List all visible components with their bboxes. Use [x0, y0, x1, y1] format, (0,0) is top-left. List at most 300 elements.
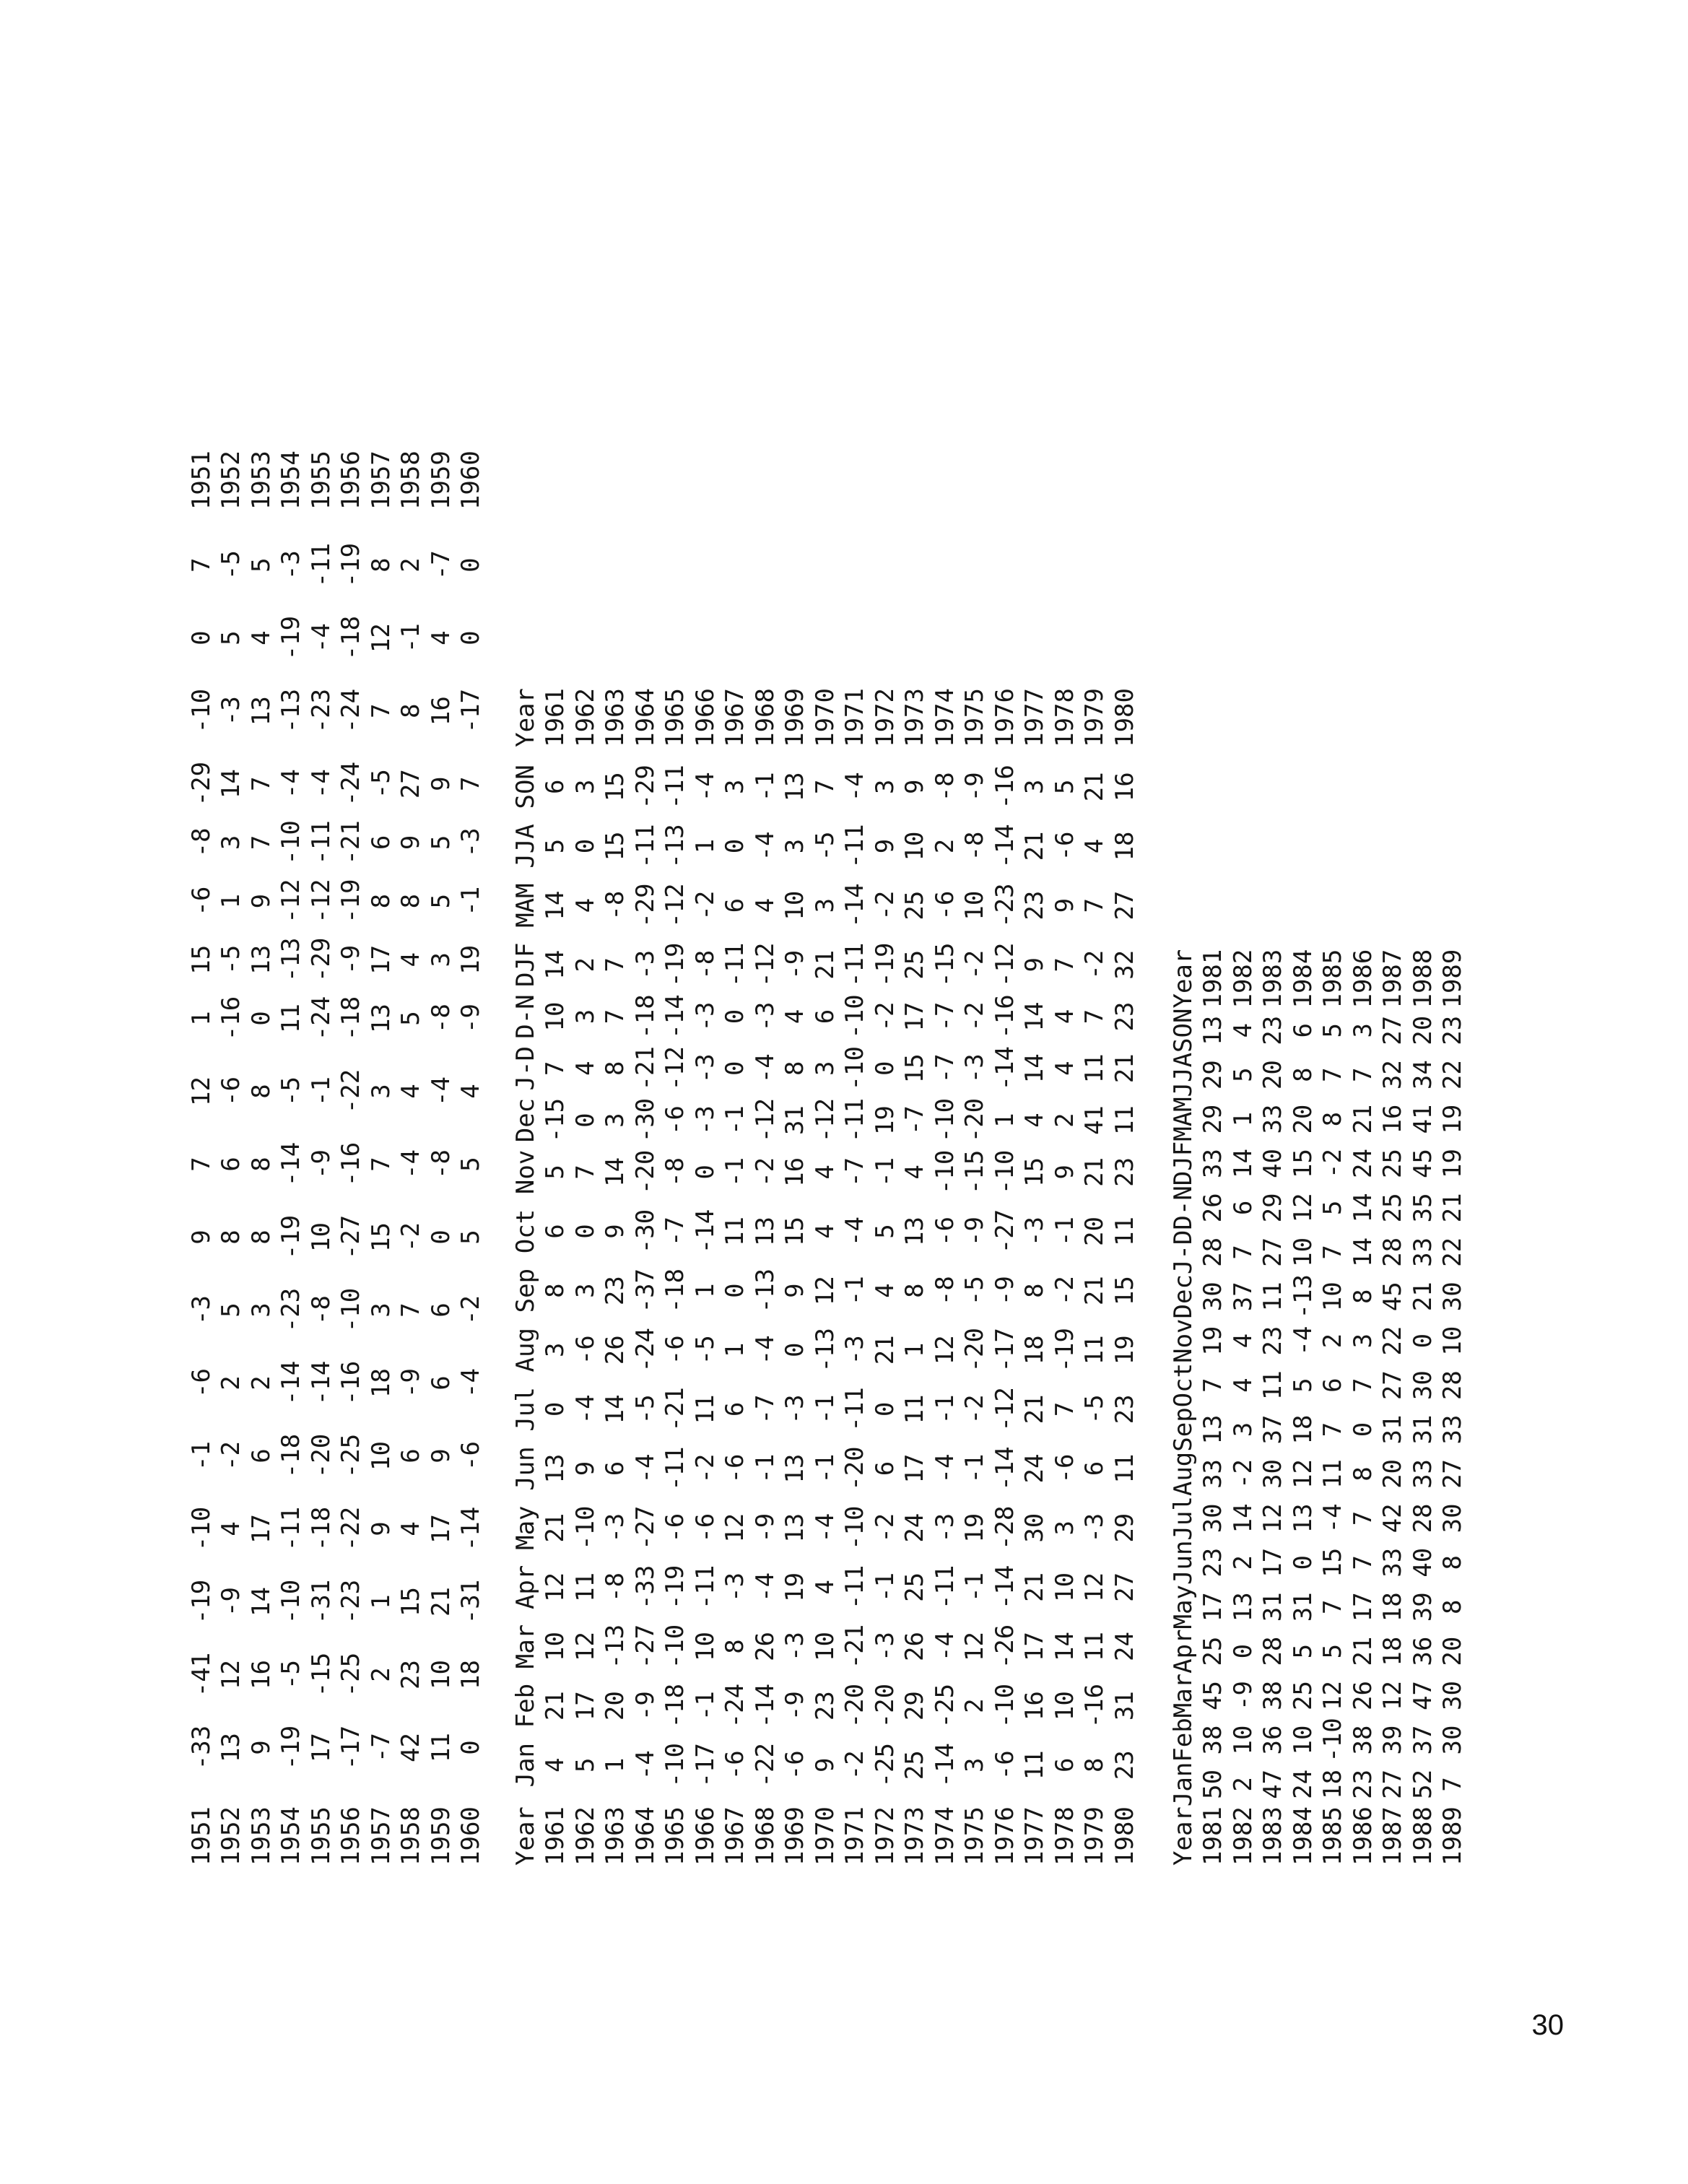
value-cell: -13: [277, 688, 306, 734]
value-cell: -19: [661, 1565, 690, 1610]
value-cell: 10: [541, 1001, 570, 1032]
value-cell: 11: [1110, 1105, 1139, 1136]
table-row: [840, 688, 871, 1866]
year-cell: 1957: [366, 451, 396, 510]
value-cell: 9: [1050, 1165, 1079, 1180]
table-row: [1198, 949, 1229, 1866]
value-cell: 7: [1080, 897, 1110, 913]
value-cell: -10: [186, 688, 216, 734]
year-cell: 1975: [960, 688, 990, 747]
value-cell: -10: [990, 1149, 1019, 1195]
value-cell: 5: [541, 1165, 570, 1180]
value-cell: 3: [810, 897, 840, 913]
value-cell: 11: [1110, 1217, 1139, 1246]
year-cell: 1961: [541, 688, 570, 747]
year-cell: 1970: [810, 1806, 840, 1866]
value-cell: 8: [396, 703, 426, 718]
value-cell: 7: [601, 957, 630, 973]
value-cell: -30: [630, 1097, 660, 1143]
value-cell: 3: [570, 779, 600, 795]
year-cell: 1953: [246, 1806, 276, 1866]
value-cell: -1: [810, 1453, 840, 1484]
value-cell: 7: [246, 835, 276, 850]
value-cell: 3: [366, 1302, 396, 1318]
value-cell: 12: [1258, 1503, 1288, 1533]
value-cell: 21: [1348, 1636, 1378, 1666]
value-cell: 11: [1080, 1632, 1110, 1661]
value-cell: 9: [570, 1461, 600, 1476]
column-header: Jun: [510, 1446, 540, 1491]
value-cell: 13: [541, 1453, 570, 1484]
value-cell: -3: [870, 1632, 900, 1661]
value-cell: 0: [186, 630, 216, 645]
value-cell: 13: [780, 1453, 810, 1484]
value-cell: 5: [396, 1011, 426, 1026]
value-cell: 13: [217, 1733, 246, 1762]
value-cell: 26: [1348, 1681, 1378, 1711]
value-cell: -10: [661, 1743, 690, 1788]
value-cell: 31: [1378, 1414, 1408, 1445]
value-cell: 18: [1288, 1414, 1318, 1445]
value-cell: -16: [990, 994, 1019, 1039]
value-cell: 0: [426, 1230, 456, 1245]
value-cell: 8: [217, 1230, 246, 1245]
value-cell: 25: [1288, 1681, 1318, 1711]
column-header: Mar: [510, 1624, 540, 1669]
value-cell: 10: [1228, 1725, 1258, 1755]
table-row: [456, 451, 487, 1866]
value-cell: 9: [601, 1224, 630, 1239]
value-cell: 7: [186, 1157, 216, 1172]
value-cell: 16: [780, 1157, 810, 1187]
value-cell: -16: [217, 996, 246, 1041]
value-cell: -3: [217, 696, 246, 726]
value-cell: -10: [1318, 1718, 1348, 1762]
value-cell: 3: [570, 1009, 600, 1024]
value-cell: 17: [1258, 1547, 1288, 1578]
value-cell: 10: [780, 890, 810, 921]
value-cell: 6: [541, 1224, 570, 1239]
value-cell: -2: [960, 949, 990, 980]
value-cell: -2: [217, 1441, 246, 1471]
value-cell: -22: [750, 1743, 780, 1788]
value-cell: -5: [217, 944, 246, 975]
value-cell: 33: [1408, 1237, 1437, 1267]
value-cell: -6: [721, 1453, 750, 1484]
value-cell: 45: [1378, 1282, 1408, 1312]
value-cell: -2: [840, 1750, 870, 1780]
value-cell: 2: [366, 1667, 396, 1682]
column-header: Apr: [1168, 1629, 1198, 1674]
value-cell: 23: [1198, 1547, 1228, 1578]
value-cell: 8: [1438, 1555, 1468, 1570]
value-cell: 11: [570, 1572, 600, 1602]
value-cell: 4: [750, 897, 780, 913]
value-cell: -9: [780, 949, 810, 980]
value-cell: 0: [870, 1401, 900, 1417]
value-cell: 8: [246, 1157, 276, 1172]
year-cell: 1966: [690, 688, 720, 747]
column-header: May: [510, 1505, 540, 1550]
value-cell: 14: [1348, 1237, 1378, 1267]
value-cell: 2: [960, 1698, 990, 1713]
value-cell: -8: [690, 949, 720, 980]
value-cell: -3: [780, 1394, 810, 1424]
value-cell: 31: [1288, 1592, 1318, 1622]
value-cell: -15: [930, 942, 960, 987]
value-cell: 30: [1408, 1370, 1437, 1401]
value-cell: 28: [1378, 1237, 1408, 1267]
value-cell: -4: [840, 1217, 870, 1246]
value-cell: 4: [810, 1165, 840, 1180]
value-cell: 21: [1080, 1157, 1110, 1187]
value-cell: 4: [870, 1283, 900, 1298]
year-cell: 1968: [750, 1806, 780, 1866]
value-cell: 25: [900, 1572, 930, 1602]
value-cell: 26: [601, 1335, 630, 1365]
table-row: [1318, 949, 1349, 1866]
year-cell: 1988: [1408, 1806, 1437, 1866]
value-cell: 47: [1408, 1681, 1437, 1711]
value-cell: 23: [810, 1691, 840, 1721]
value-cell: -3: [840, 1335, 870, 1365]
value-cell: -11: [630, 824, 660, 869]
value-cell: 8: [1080, 1757, 1110, 1772]
value-cell: -1: [810, 1394, 840, 1424]
year-cell: 1961: [541, 1806, 570, 1866]
value-cell: 10: [960, 890, 990, 921]
value-cell: 8: [1288, 1067, 1318, 1082]
value-cell: -14: [277, 1360, 306, 1406]
value-cell: 6: [1318, 1378, 1348, 1393]
value-cell: 1: [601, 1757, 630, 1772]
value-cell: 13: [1228, 1592, 1258, 1622]
value-cell: 6: [366, 835, 396, 850]
value-cell: -12: [277, 879, 306, 923]
value-cell: 7: [570, 1165, 600, 1180]
year-cell: 1978: [1050, 1806, 1079, 1866]
value-cell: -3: [1020, 1217, 1050, 1246]
table-row: [186, 451, 217, 1866]
year-cell: 1954: [277, 451, 306, 510]
value-cell: 6: [1288, 1022, 1318, 1038]
year-cell: 1987: [1378, 1806, 1408, 1866]
column-header: Jun: [1168, 1540, 1198, 1585]
year-cell: 1968: [750, 688, 780, 747]
value-cell: 9: [426, 776, 456, 791]
value-cell: -11: [840, 1565, 870, 1610]
value-cell: -20: [306, 1433, 336, 1479]
value-cell: 28: [1408, 1503, 1437, 1533]
value-cell: 13: [780, 772, 810, 802]
column-header: Year: [510, 688, 540, 747]
table-row: [990, 688, 1020, 1866]
value-cell: 45: [1198, 1681, 1228, 1711]
value-cell: 38: [1258, 1681, 1288, 1711]
value-cell: 12: [366, 623, 396, 653]
value-cell: -13: [750, 1268, 780, 1313]
value-cell: 13: [900, 1217, 930, 1246]
value-cell: 8: [366, 557, 396, 573]
value-cell: 16: [1378, 1104, 1408, 1134]
value-cell: -3: [721, 1572, 750, 1602]
value-cell: -21: [630, 1046, 660, 1091]
value-cell: -1: [456, 886, 486, 916]
value-cell: 3: [1228, 1422, 1258, 1437]
year-cell: 1987: [1378, 949, 1408, 1009]
data-table: [186, 451, 486, 1866]
value-cell: -11: [661, 1446, 690, 1491]
value-cell: -16: [336, 1360, 366, 1406]
value-cell: 38: [1348, 1725, 1378, 1755]
value-cell: 6: [1050, 1757, 1079, 1772]
value-cell: 3: [721, 779, 750, 795]
value-cell: 4: [426, 630, 456, 645]
table-row: [1438, 949, 1469, 1866]
value-cell: -5: [277, 1660, 306, 1689]
value-cell: -16: [990, 765, 1019, 809]
column-header: D-N: [510, 994, 540, 1039]
value-cell: 37: [1408, 1725, 1437, 1755]
value-cell: 21: [1348, 1104, 1378, 1134]
value-cell: 6: [601, 1461, 630, 1476]
table-row: [1408, 949, 1438, 1866]
column-header: Year: [1168, 949, 1198, 1009]
value-cell: 13: [246, 944, 276, 975]
value-cell: 8: [366, 893, 396, 909]
value-cell: -25: [336, 1433, 366, 1479]
value-cell: 21: [1408, 1282, 1437, 1312]
table-row: [1228, 949, 1258, 1866]
value-cell: -7: [366, 1733, 396, 1762]
value-cell: -7: [750, 1394, 780, 1424]
value-cell: 14: [601, 1394, 630, 1424]
value-cell: 5: [1318, 1200, 1348, 1216]
value-cell: 11: [1080, 1335, 1110, 1365]
value-cell: -11: [840, 1097, 870, 1143]
year-cell: 1972: [870, 1806, 900, 1866]
value-cell: -8: [960, 831, 990, 861]
value-cell: 30: [1438, 1282, 1468, 1312]
value-cell: -1: [721, 1105, 750, 1136]
year-cell: 1975: [960, 1806, 990, 1866]
value-cell: -3: [750, 1001, 780, 1032]
value-cell: 35: [1408, 1193, 1437, 1223]
value-cell: 4: [810, 1580, 840, 1595]
value-cell: 21: [541, 1513, 570, 1543]
value-cell: -11: [661, 765, 690, 809]
value-cell: 5: [1228, 1067, 1258, 1082]
value-cell: 23: [1110, 1750, 1139, 1780]
value-cell: -23: [306, 688, 336, 734]
year-cell: 1965: [661, 688, 690, 747]
value-cell: 11: [1258, 1282, 1288, 1312]
year-cell: 1977: [1020, 688, 1050, 747]
column-header: Year: [510, 1806, 540, 1866]
table-row: [246, 451, 277, 1866]
value-cell: -25: [870, 1743, 900, 1788]
value-cell: 0: [1288, 1555, 1318, 1570]
value-cell: 45: [1408, 1149, 1437, 1178]
column-header: Jan: [1168, 1762, 1198, 1807]
value-cell: 4: [570, 897, 600, 913]
value-cell: 23: [1438, 1015, 1468, 1045]
value-cell: -4: [396, 1149, 426, 1179]
year-cell: 1960: [456, 1806, 486, 1866]
value-cell: 19: [456, 944, 486, 975]
value-cell: -4: [930, 1632, 960, 1661]
value-cell: 2: [1318, 1333, 1348, 1349]
value-cell: -9: [396, 1368, 426, 1398]
value-cell: 2: [1228, 1777, 1258, 1792]
value-cell: -3: [456, 827, 486, 858]
column-header: Aug: [510, 1328, 540, 1372]
column-header: Feb: [1168, 1718, 1198, 1762]
value-cell: -21: [840, 1624, 870, 1669]
value-cell: -5: [366, 769, 396, 799]
value-cell: 4: [456, 1084, 486, 1099]
year-cell: 1958: [396, 451, 426, 510]
value-cell: 9: [1020, 957, 1050, 973]
value-cell: -21: [661, 1387, 690, 1432]
value-cell: 21: [541, 1691, 570, 1721]
value-cell: -24: [721, 1683, 750, 1728]
table-row: [541, 688, 571, 1866]
value-cell: 5: [1050, 779, 1079, 795]
value-cell: 16: [246, 1660, 276, 1689]
value-cell: -41: [186, 1652, 216, 1697]
value-cell: 19: [780, 1572, 810, 1602]
value-cell: 28: [1198, 1237, 1228, 1267]
value-cell: -3: [186, 1295, 216, 1325]
year-cell: 1980: [1110, 688, 1139, 747]
value-cell: 39: [1378, 1725, 1408, 1755]
table-row: [277, 451, 307, 1866]
value-cell: -23: [990, 883, 1019, 928]
value-cell: -13: [1288, 1274, 1318, 1319]
value-cell: 8: [246, 1084, 276, 1099]
header-row: [1168, 949, 1198, 1866]
year-cell: 1964: [630, 688, 660, 747]
value-cell: 25: [1378, 1149, 1408, 1178]
value-cell: -2: [690, 890, 720, 921]
value-cell: 12: [541, 1572, 570, 1602]
value-cell: 24: [900, 1513, 930, 1543]
value-cell: -3: [780, 1632, 810, 1661]
value-cell: 18: [1110, 831, 1139, 861]
value-cell: 9: [246, 1740, 276, 1755]
value-cell: 14: [541, 890, 570, 921]
value-cell: 23: [1258, 1326, 1288, 1356]
value-cell: -10: [277, 820, 306, 865]
value-cell: 28: [1438, 1370, 1468, 1401]
value-cell: 0: [721, 1283, 750, 1298]
value-cell: 0: [456, 1740, 486, 1755]
value-cell: -23: [336, 1579, 366, 1624]
value-cell: 5: [217, 630, 246, 645]
value-cell: 5: [1288, 1378, 1318, 1393]
value-cell: -8: [601, 890, 630, 921]
value-cell: 3: [426, 952, 456, 967]
value-cell: -24: [336, 688, 366, 734]
year-cell: 1960: [456, 451, 486, 510]
value-cell: 5: [1318, 1643, 1348, 1659]
table-row: [721, 688, 751, 1866]
value-cell: 2: [396, 557, 426, 573]
value-cell: -8: [186, 827, 216, 858]
value-cell: -19: [186, 1579, 216, 1624]
value-cell: 0: [1348, 1422, 1378, 1437]
value-cell: 1: [217, 893, 246, 909]
year-cell: 1959: [426, 1806, 456, 1866]
value-cell: -12: [306, 879, 336, 923]
value-cell: 8: [1020, 1283, 1050, 1298]
value-cell: 15: [1318, 1547, 1348, 1578]
column-header: J-D: [1168, 1230, 1198, 1275]
value-cell: -9: [336, 944, 366, 975]
value-cell: 14: [541, 949, 570, 980]
value-cell: 8: [1348, 1289, 1378, 1304]
value-cell: 0: [246, 1011, 276, 1026]
value-cell: -2: [1080, 949, 1110, 980]
value-cell: -2: [1050, 1276, 1079, 1306]
value-cell: 3: [1050, 1520, 1079, 1536]
value-cell: 39: [1408, 1592, 1437, 1622]
column-header: MAM: [510, 883, 540, 928]
value-cell: 13: [246, 696, 276, 726]
value-cell: 20: [1080, 1217, 1110, 1246]
value-cell: -19: [277, 1725, 306, 1770]
value-cell: 21: [870, 1335, 900, 1365]
value-cell: 32: [1378, 1060, 1408, 1090]
value-cell: -6: [690, 1513, 720, 1543]
value-cell: 22: [1438, 1237, 1468, 1267]
value-cell: 4: [1228, 1022, 1258, 1038]
table-row: [630, 688, 661, 1866]
value-cell: 4: [1228, 1333, 1258, 1349]
value-cell: -10: [570, 1505, 600, 1550]
value-cell: 21: [1020, 1572, 1050, 1602]
year-cell: 1984: [1288, 1806, 1318, 1866]
value-cell: 36: [1408, 1636, 1437, 1666]
value-cell: 11: [277, 1004, 306, 1033]
value-cell: 30: [1438, 1725, 1468, 1755]
value-cell: -14: [930, 1743, 960, 1788]
column-header: Dec: [1168, 1274, 1198, 1319]
value-cell: 4: [541, 1757, 570, 1772]
value-cell: 0: [570, 1113, 600, 1128]
value-cell: 23: [1258, 1015, 1288, 1045]
value-cell: 13: [1198, 1414, 1228, 1445]
year-cell: 1966: [690, 1806, 720, 1866]
year-cell: 1985: [1318, 1806, 1348, 1866]
value-cell: 0: [690, 1165, 720, 1180]
year-cell: 1969: [780, 1806, 810, 1866]
value-cell: -29: [630, 883, 660, 928]
value-cell: 1: [690, 1283, 720, 1298]
value-cell: 23: [1020, 890, 1050, 921]
value-cell: 33: [1438, 1414, 1468, 1445]
value-cell: 6: [1228, 1200, 1258, 1216]
value-cell: 23: [1110, 1157, 1139, 1187]
value-cell: 37: [1258, 1414, 1288, 1445]
value-cell: -7: [900, 1105, 930, 1136]
value-cell: -9: [750, 1513, 780, 1543]
value-cell: -29: [186, 761, 216, 806]
value-cell: -5: [277, 1076, 306, 1106]
value-cell: 14: [1050, 1632, 1079, 1661]
value-cell: 12: [1288, 1458, 1318, 1489]
